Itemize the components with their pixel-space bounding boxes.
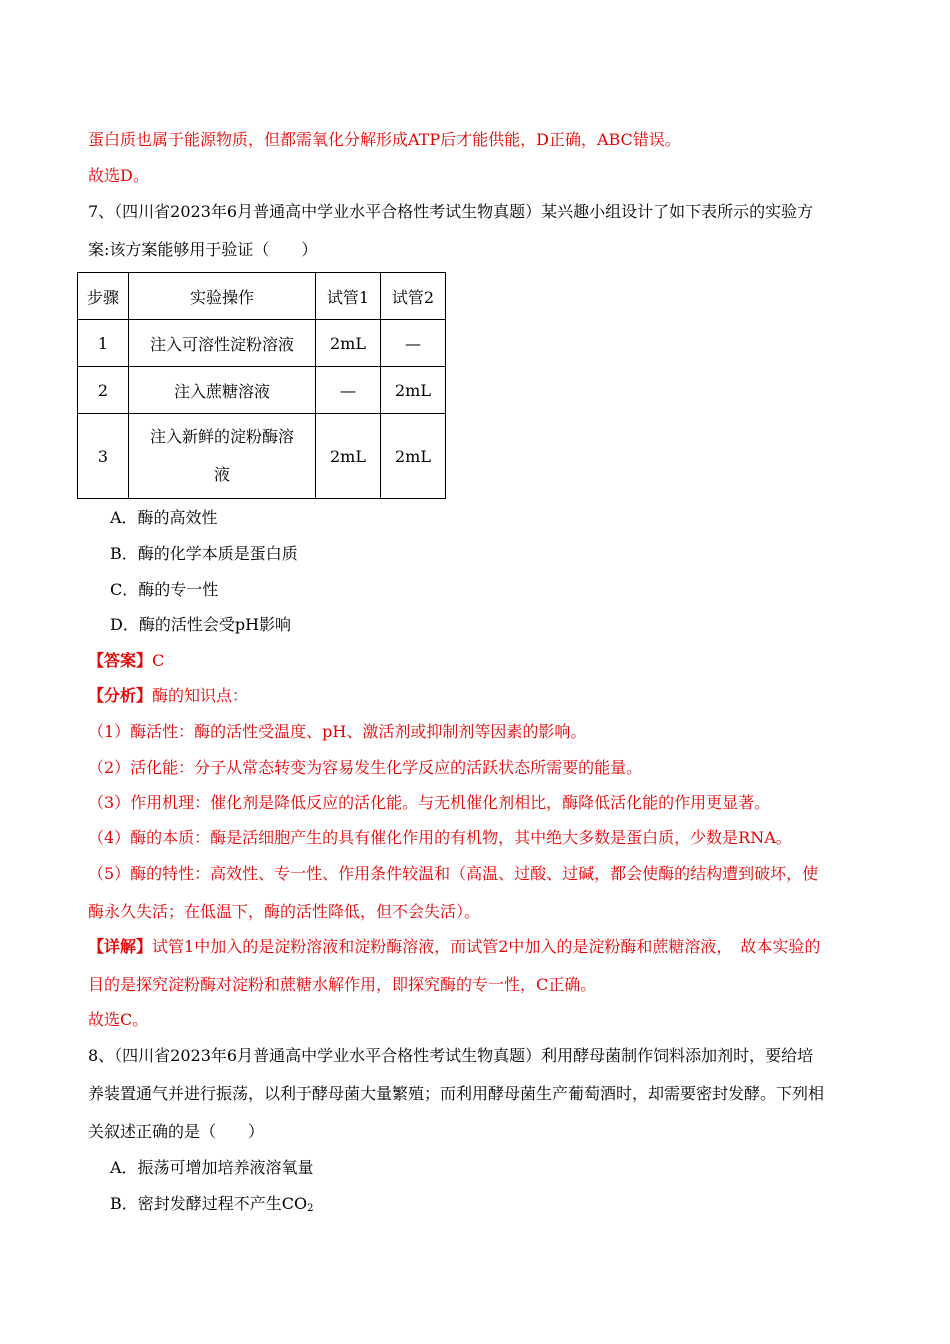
cell-tube1: 2mL (316, 414, 381, 499)
cell-tube2: 2mL (381, 414, 446, 499)
cell-operation: 注入蔗糖溶液 (129, 367, 316, 414)
table-row (78, 320, 446, 367)
q7-stem-line1: 7、（四川省2023年6月普通高中学业水平合格性考试生物真题）某兴趣小组设计了如下表所示的实验方 (88, 202, 814, 221)
q8-option-b-subscript: 2 (307, 1203, 314, 1214)
analysis-point-3: （3）作用机理：催化剂是降低反应的活化能。与无机催化剂相比，酶降低活化能的作用更显著。 (88, 793, 771, 812)
analysis-point-5-cont: 酶永久失活；在低温下，酶的活性降低，但不会失活）。 (88, 902, 481, 921)
q8-option-b[interactable] (110, 1194, 314, 1219)
cell-step: 3 (78, 414, 129, 499)
q7-detail-line1 (88, 937, 820, 957)
analysis-point-4: （4）酶的本质：酶是活细胞产生的具有催化作用的有机物，其中绝大多数是蛋白质，少数是RNA。 (88, 828, 792, 847)
analysis-point-5: （5）酶的特性：高效性、专一性、作用条件较温和（高温、过酸、过碱，都会使酶的结构遭到破坏，使 (88, 864, 819, 883)
cell-operation-line1: 注入新鲜的淀粉酶溶 (149, 427, 294, 446)
q7-option-b[interactable]: B．酶的化学本质是蛋白质 (110, 544, 298, 563)
answer-tag: 【答案】 (88, 651, 153, 670)
detail-text: 试管1中加入的是淀粉溶液和淀粉酶溶液，而试管2中加入的是淀粉酶和蔗糖溶液， 故本实验的 (152, 937, 821, 956)
cell-operation: 注入可溶性淀粉溶液 (129, 320, 316, 367)
q7-answer (88, 651, 164, 671)
q7-stem-line2: 案:该方案能够用于验证（ ） (88, 240, 318, 259)
q7-option-c[interactable]: C．酶的专一性 (110, 580, 219, 599)
analysis-tag: 【分析】 (88, 686, 153, 705)
q7-detail-line2: 目的是探究淀粉酶对淀粉和蔗糖水解作用，即探究酶的专一性，C正确。 (88, 975, 597, 994)
answer-value: C (152, 651, 165, 670)
q8-stem-line1: 8、（四川省2023年6月普通高中学业水平合格性考试生物真题）利用酵母菌制作饲料添加剂时，要给培 (88, 1046, 814, 1065)
q8-option-b-text: B．密封发酵过程不产生CO (110, 1194, 308, 1213)
header-operation: 实验操作 (129, 273, 316, 320)
cell-tube2: 2mL (381, 367, 446, 414)
cell-step: 1 (78, 320, 129, 367)
q7-analysis-heading (88, 686, 248, 706)
q8-option-a[interactable]: A．振荡可增加培养液溶氧量 (110, 1158, 314, 1177)
cell-operation-line2: 液 (213, 465, 230, 484)
table-row (78, 367, 446, 414)
prev-choice-text: 故选D。 (88, 166, 149, 185)
cell-step: 2 (78, 367, 129, 414)
cell-tube2: — (381, 320, 446, 367)
q7-choice: 故选C。 (88, 1010, 149, 1029)
detail-tag: 【详解】 (88, 937, 153, 956)
cell-tube1: 2mL (316, 320, 381, 367)
analysis-point-2: （2）活化能：分子从常态转变为容易发生化学反应的活跃状态所需要的能量。 (88, 758, 643, 777)
cell-operation (129, 414, 316, 499)
q7-option-a[interactable]: A．酶的高效性 (110, 508, 218, 527)
analysis-point-1: （1）酶活性：酶的活性受温度、pH、激活剂或抑制剂等因素的影响。 (88, 722, 587, 741)
table-row (78, 414, 446, 499)
header-tube2: 试管2 (381, 273, 446, 320)
experiment-table (77, 272, 446, 499)
cell-tube1: — (316, 367, 381, 414)
table-header-row (78, 273, 446, 320)
header-tube1: 试管1 (316, 273, 381, 320)
q7-option-d[interactable]: D．酶的活性会受pH影响 (110, 615, 292, 634)
header-step: 步骤 (78, 273, 129, 320)
q8-stem-line3: 关叙述正确的是（ ） (88, 1122, 265, 1141)
analysis-title: 酶的知识点： (152, 686, 249, 705)
prev-detail-text: 蛋白质也属于能源物质，但都需氧化分解形成ATP后才能供能，D正确，ABC错误。 (88, 130, 681, 149)
q8-stem-line2: 养装置通气并进行振荡，以利于酵母菌大量繁殖；而利用酵母菌生产葡萄酒时，却需要密封发酵。下列相 (88, 1084, 825, 1103)
